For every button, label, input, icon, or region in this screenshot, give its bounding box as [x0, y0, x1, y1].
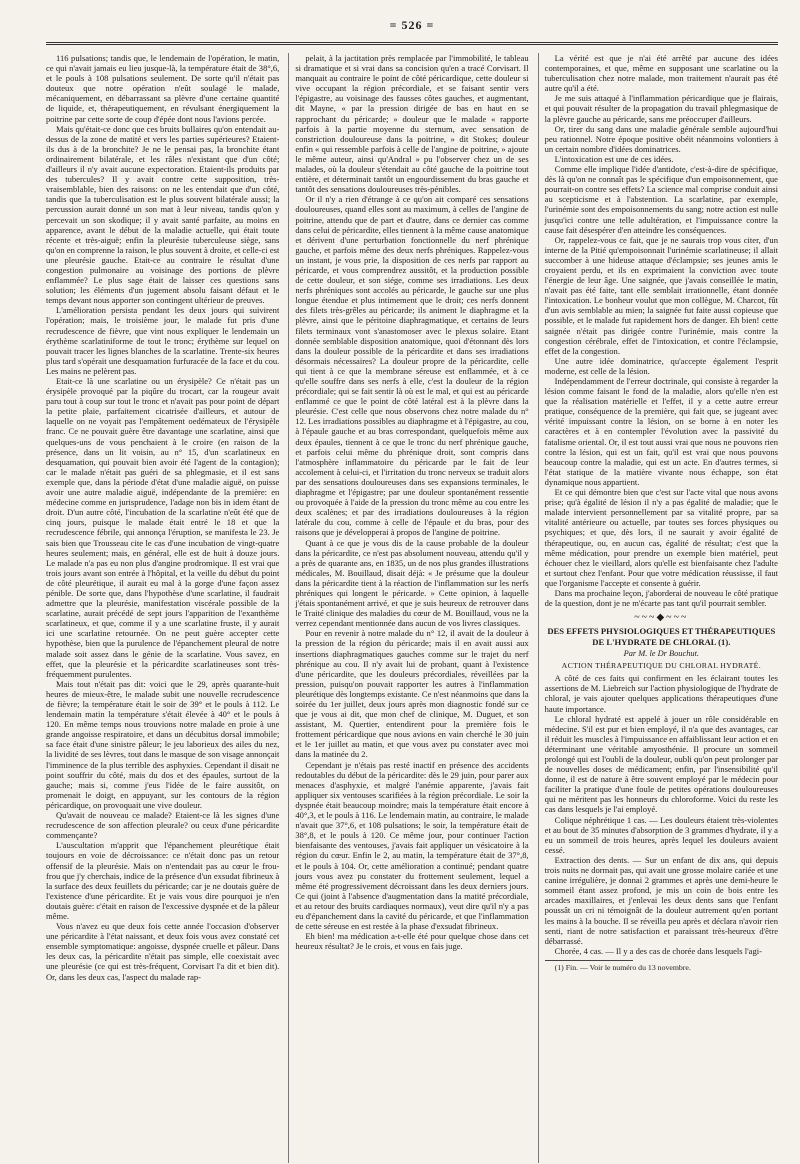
article-title: DES EFFETS PHYSIOLOGIQUES ET THÉRAPEUTIQUES DE L'HYDRATE DE CHLORAL (1).: [547, 626, 776, 648]
paragraph: Je me suis attaqué à l'inflammation péricardique que je flairais, et qui pouvait résulter de la propagation du travail phlegmasique de la plèvre gauche au péricarde, sans me préoccuper d'ailleurs.: [544, 93, 778, 124]
paragraph: Extraction des dents. — Sur un enfant de dix ans, qui depuis trois nuits ne dormait pas, qui avait une grosse molaire cariée et une canine irrégulière, je donnai 2 grammes et après une demi-heure le sommeil étant assez profond, je mis un coin de bois entre les arcades maxillaires, et j'enlevai les deux dents sans que l'enfant poussât un cri ni témoignât de la douleur autrement qu'en portant les mains à la bouche. Il se réveilla peu après et déclara n'avoir rien senti, riant de notre satisfaction et paraissant très-heureux d'être débarrassé.: [544, 854, 778, 946]
column-right: [538, 53, 778, 1163]
paragraph: Etait-ce là une scarlatine ou un érysipèle? Ce n'était pas un érysipèle provoqué par la piqûre du trocart, car la rougeur avait paru tout à coup sur tout le tronc et n'avait pas pour point de départ la petite plaie, parfaitement cicatrisée d'ailleurs, et autour de laquelle on ne voyait pas l'empâtement oedémateux de l'érysipèle franc. Ce ne pouvait guère être davantage une scarlatine, ainsi que quelques-uns de vous penchaient à le croire (en raison de la présence, dans un lit voisin, au n° 15, d'un scarlatineux en desquamation, qui pouvait bien avoir été l'agent de la contagion); car le malade n'était pas guéri de sa phlegmasie, et il est sans exemple que, dans la période d'état d'une maladie aiguë, on puisse avoir une autre maladie aiguë, indépendante de la première: en médecine comme en jurisprudence, l'adage non bis in idem étant de droit. D'un autre côté, l'incubation de la scarlatine n'eût été que de cinq jours, puisque le malade était entré le 18 et que la recrudescence fébrile, qui annonça l'éruption, se manifesta le 23. Je sais bien que Trousseau cite le cas d'une incubation de vingt-quatre heures seulement; mais, en général, elle est de huit à douze jours. Le malade n'a pas eu non plus d'angine prodromique. Il est vrai que trois jours avant son entrée à l'hôpital, et la veille du début du point de côté pleurétique, il aurait eu mal à la gorge d'une façon assez pénible. De sorte que, dans l'hypothèse d'une scarlatine, il faudrait admettre que la pleurésie, manifestation viscérale possible de la scarlatine, aurait précédé de sept jours l'apparition de l'exanthème scarlatineux, et que, comme il y a une scarlatine fruste, il y aurait ici une scarlatine retournée. On ne peut guère accepter cette hypothèse, bien que la purulence de l'épanchement pleural de notre malade soit assez dans le génie de la scarlatine. Vous savez, en effet, que la pleurésie et la péricardite scarlatineuses sont très-fréquemment purulentes.: [46, 376, 280, 679]
paragraph: Cependant je n'étais pas resté inactif en présence des accidents redoutables du début de la péricardite: dès le 29 juin, pour parer aux menaces d'asphyxie, et malgré l'anémie apparente, j'avais fait appliquer six ventouses scarifiées à la région précordiale. Le soir la dyspnée était beaucoup moindre; mais la température était encore à 40°,3, et le pouls à 116. Le lendemain matin, au contraire, le malade n'avait que 37°,6, et 108 pulsations; le soir, la température était de 38°,8, et le pouls à 120. Ce même jour, pour continuer l'action bienfaisante des ventouses, j'avais fait appliquer un vésicatoire à la région du cœur. Enfin le 2, au matin, la température était de 37°,8, et le pouls à 104. Or, cette amélioration a continué; pendant quatre jours vous avez pu constater du frottement seulement, lequel a même été progressivement décroissant dans les deux derniers jours. Ce qui (joint à l'absence d'augmentation dans la matité précordiale, et au retour des bruits cardiaques normaux), veut dire qu'il n'y a pas eu d'épanchement dans la cavité du péricarde, et que l'inflammation de cette séreuse en est restée à la phase d'exsudat fibrineux.: [295, 759, 529, 932]
paragraph: Or, rappelez-vous ce fait, que je ne saurais trop vous citer, d'un interne de la Pitié qu'empoisonnait l'urinémie scarlatineuse; il allait succomber à une hideuse attaque d'éclampsie; ses jeunes amis le croyaient perdu, et ils en exprimaient la conviction avec toute l'énergie de leur âge. Une saignée, que j'avais conseillée le matin, n'avait pas été faite, tant elle semblait irrationnelle, étant donnée l'intoxication. Le bonheur voulut que mon collègue, M. Charcot, fût d'un avis semblable au mien; la saignée fut faite aussi copieuse que possible, et le malade fut rapidement hors de danger. Eh bien! cette saignée n'était pas dirigée contre l'urinémie, mais contre la congestion cérébrale, effet de l'intoxication, et contre l'éclampsie, effet de la congestion.: [544, 234, 778, 356]
paragraph: Or il n'y a rien d'étrange à ce qu'on ait comparé ces sensations douloureuses, quand elles sont au maximum, à celles de l'angine de poitrine, attendu que de part et d'autre, dans ce dernier cas comme dans celui de péricardite, elles tiennent à la même cause anatomique et dérivent d'une perturbation fonctionnelle du nerf phrénique gauche, et parfois même des deux nerfs phréniques. Rappelez-vous un instant, je vous prie, la disposition de ces nerfs par rapport au péricarde, et vous comprendrez aussitôt, et la production possible de cette douleur, et son siége, comme ses irradiations. Les deux nerfs phréniques sont accolés au péricarde, le gauche sur une plus longue étendue et plus intimement que le droit; ces nerfs donnent des filets très-grêles au péricarde; ils animent le diaphragme et la plèvre, ainsi que le péritoine diaphragmatique, et certains de leurs filets terminaux vont s'anastomoser avec le plexus solaire. Etant donnée semblable disposition anatomique, quoi d'étonnant dès lors dans la douleur possible de la péricardite et dans ses irradiations désormais nécessaires? La douleur propre de la péricardite, celle qui tient à ce que la membrane séreuse est enflammée, et à ce qu'elle souffre dans ses nerfs à elle, c'est la douleur de la région précordiale; qui se fait sentir là où est le mal, et qui est au péricarde enflammé ce que le point de côté latéral est à la plèvre dans la pleurésie. C'est celle que nous observons chez notre malade du n° 12. Les irradiations possibles au diaphragme et à l'épigastre, au cou, à l'épaule gauche et au bras correspondant, quelquefois même aux deux épaules, tiennent à ce que le tronc du nerf phrénique gauche, et parfois celui même du phrénique droit, sont compris dans l'atmosphère inflammatoire du péricarde par le fait de leur accolement à celui-ci, et l'irritation du tronc nerveux se traduit alors par des sensations douloureuses dans ses expansions terminales, le diaphragme et l'épigastre; par une douleur spontanément ressentie ou provoquée à l'aide de la pression du tronc même au cou entre les deux scalènes; et par des irradiations douloureuses à la région latérale du cou, comme à celle de l'épaule et du bras, pour des raisons que je développerai à propos de l'angine de poitrine.: [295, 194, 529, 538]
paragraph: Or, tirer du sang dans une maladie générale semble aujourd'hui peu rationnel. Notre époque positive obéit néanmoins volontiers à un certain nombre d'idées dominatrices.: [544, 123, 778, 154]
paragraph: Pour en revenir à notre malade du n° 12, il avait de la douleur à la pression de la région du péricarde; mais il en avait aussi aux insertions diaphragmatiques gauches comme sur le trajet du nerf phrénique au cou. Il n'y avait lui de probant, quant à l'existence d'une péricardite, que les douleurs précordiales, réveillées par la pression, puisqu'on pouvait rapporter les autres à l'inflammation pleurétique dès longtemps existante. Ce n'est néanmoins que dans la soirée du 1er juillet, deux jours après mon diagnostic fondé sur ce que je vous ai dit, que mon chef de clinique, M. Duguet, et son assistant, M. Quertier, entendirent pour la première fois le frottement péricardique que nous avions en vain cherché le 30 juin et le 1er juillet au matin, et que vous avez pu constater avec moi dans la matinée du 2.: [295, 628, 529, 760]
paragraph: Eh bien! ma médication a-t-elle été pour quelque chose dans cet heureux résultat? Je le crois, et vous en fais juge.: [295, 931, 529, 952]
paragraph: La vérité est que je n'ai été arrêté par aucune des idées contemporaines, et que, même en supposant une scarlatine ou la tuberculisation chez notre malade, mon traitement n'aurait pas été autre qu'il a été.: [544, 53, 778, 94]
columns: [46, 53, 778, 1163]
paragraph: Mais qu'était-ce donc que ces bruits bullaires qu'on entendait au-dessus de la zone de matité et vers les parties supérieures? Etaient-ils dus à de la bronchite? Je ne le pensai pas, la bronchite étant ordinairement bilatérale, et les râles n'existant que d'un côté; d'ailleurs il n'y avait aucune expectoration. Etaient-ils produits par des tubercules? Il y avait contre cette supposition, très-vraisemblable, bien des raisons: on ne les entendait que d'un côté, tandis que la tuberculisation est le plus souvent bilatérale aussi; la percussion aurait donné un son mat à leur niveau, tandis qu'on y percevait un son skodique; il y avait santé parfaite, au moins en apparence, avant le début de la maladie actuelle, qui était toute récente et très-aiguë; enfin la pleurésie tuberculeuse siège, sans qu'on en comprenne la raison, le plus souvent à droite, et celle-ci est une pleurésie gauche. Etait-ce au contraire le résultat d'une congestion pulmonaire au voisinage des portions de plèvre enflammée? Le plus sage était de laisser ces questions sans solution; les éléments d'un jugement absolu faisant défaut et le temps devant nous apporter son contingent ultérieur de preuves.: [46, 123, 280, 306]
paragraph: Vous n'avez eu que deux fois cette année l'occasion d'observer une péricardite à l'état naissant, et deux fois vous avez constaté cet ensemble symptomatique: angoisse, dyspnée cruelle et pâleur. Dans les deux cas, la péricardite n'était pas simple, elle coexistait avec une pleurésie (ce qui est très-fréquent, Corvisart l'a dit et bien dit). Or, dans les deux cas, l'aspect du malade rap-: [46, 921, 280, 982]
paragraph: A côté de ces faits qui confirment en les éclairant toutes les assertions de M. Liebreich sur l'action physiologique de l'hydrate de chloral, je vais ajouter quelques applications thérapeutiques d'une haute importance.: [544, 673, 778, 714]
footnote-rule: [545, 960, 634, 961]
paragraph: 116 pulsations; tandis que, le lendemain de l'opération, le matin, ce qui n'avait jamais eu lieu jusque-là, la température était de 38°,6, et le pouls à 108 pulsations seulement. De sorte qu'il n'était pas douteux que notre opération n'eût soulagé le malade, mécaniquement, en débarrassant sa plèvre d'une certaine quantité de liquide, et, thérapeutiquement, en révulsant énergiquement la poitrine par cette sorte de coup d'épée dont nous l'avions percée.: [46, 53, 280, 124]
header-rule: [46, 42, 778, 45]
article-body: [545, 673, 778, 956]
paragraph: L'amélioration persista pendant les deux jours qui suivirent l'opération; mais, le troisième jour, le malade fut pris d'une recrudescence de fièvre, que vint nous expliquer le lendemain un érythème scarlatiniforme de tout le tronc; érythème sur lequel on pouvait tracer les lignes blanches de la scarlatine. Trente-six heures plus tard s'opérait une desquamation furfuracée de la face et du cou. Les mains ne pelèrent pas.: [46, 305, 280, 376]
footnote: (1) Fin. — Voir le numéro du 13 novembre.: [554, 962, 691, 972]
section-ornament: ~~~◆~~~: [634, 612, 689, 624]
column-middle: [288, 53, 528, 1163]
lecture-conclusion: [545, 53, 778, 608]
paragraph: L'auscultation m'apprit que l'épanchement pleurétique était toujours en voie de décroissance: ce n'était donc pas un retour offensif de la pleurésie. Mais on n'entendait pas au cœur le frou-frou que j'y cherchais, indice de la présence d'un exsudat fibrineux à la surface des deux feuillets du péricarde; car je ne doutais guère de l'existence d'une péricardite. Et je vais vous dire pourquoi je n'en doutais guère: c'était en raison de l'excessive dyspnée et de la pâleur même.: [46, 840, 280, 921]
paragraph: pelait, à la jactitation près remplacée par l'immobilité, le tableau si dramatique et si vrai dans sa concision qu'en a tracé Corvisart. Il manquait au contraire le point de côté péricardique, cette douleur si vive occupant la région précordiale, et se faisant sentir vers l'épigastre, au voisinage des fausses côtes gauches, et augmentant, dit Mayne, « par la pression dirigée de bas en haut en se rapprochant du péricarde; » douleur que le malade « rapporte parfois à la partie moyenne du sternum, avec sensation de constriction douloureuse dans la poitrine, » dit Stokes; douleur enfin « qui ressemble parfois à celle de l'angine de poitrine, » ajoute le même auteur, ainsi qu'Andral » pu l'observer chez un de ses malades, où la douleur s'étendait au côté gauche de la poitrine tout entière, et déterminait tantôt un engourdissement du bras gauche et tantôt des sensations douloureuses très-pénibles.: [295, 53, 529, 195]
paragraph: Mais tout n'était pas dit: voici que le 29, après quarante-huit heures de mieux-être, le malade subit une nouvelle recrudescence de fièvre; la température était le soir de 39° et le pouls à 112. Le lendemain matin la température s'était élevée à 40° et le pouls à 120. En même temps nous trouvions notre malade en proie à une grande angoisse respiratoire, et dans un décubitus dorsal immobile; sa face était d'une sinistre pâleur; le jeu laborieux des ailes du nez, la lividité de ses lèvres, tout dans le masque de son visage annonçait l'imminence de la plus terrible des asphyxies. Cependant il disait ne point souffrir du côté, mais du dos et des épaules, surtout de la gauche; mais si, comme j'eus l'idée de le faire aussitôt, on promenait le doigt, en appuyant, sur les contours de la région péricardique, on provoquait une vive douleur.: [46, 678, 280, 810]
page-number: = 526 =: [389, 18, 435, 32]
paragraph: Chorée, 4 cas. — Il y a des cas de chorée dans lesquels l'agi-: [554, 945, 762, 956]
paragraph: Colique néphrétique 1 cas. — Les douleurs étaient très-violentes et au bout de 35 minutes d'absorption de 3 grammes d'hydrate, il y a eu un sommeil de trois heures, après lequel les douleurs avaient cessé.: [544, 814, 778, 855]
paragraph: Indépendamment de l'erreur doctrinale, qui consiste à regarder la lésion comme faisant le fond de la maladie, alors qu'elle n'en est que la réalisation matérielle et l'effet, il y a cette autre erreur pratique, conséquence de la première, qui fait que, se jugeant avec vérité impuissant contre la lésion, on se borne à en noter les caractères et à en contempler l'évolution avec la passivité du fatalisme oriental. Or, il est tout aussi vrai que nous ne pouvons rien contre la lésion, qui est un fait, qu'il est vrai que nous pouvons beaucoup contre la maladie, qui est un acte. En d'autres termes, si l'état statique de la matière vivante nous échappe, son état dynamique nous appartient.: [544, 376, 778, 487]
paragraph: Une autre idée dominatrice, qu'accepte également l'esprit moderne, est celle de la lésion.: [544, 355, 778, 376]
paragraph: L'intoxication est une de ces idées.: [554, 153, 674, 164]
paragraph: Comme elle implique l'idée d'antidote, c'est-à-dire de spécifique, dès là qu'on ne connaît pas le spécifique d'un empoisonnement, que pourrait-on contre ses effets? La science mal comprise conduit ainsi au scepticisme et à l'abstention. La scarlatine, par exemple, l'urinémie sont des empoisonnements du sang; notre action est nulle jusqu'ici contre une telle adultération, et l'impuissance contre la cause fait désespérer d'en atteindre les conséquences.: [544, 164, 778, 235]
paragraph: Quant à ce que je vous dis de la cause probable de la douleur dans la péricardite, ce n'est pas absolument nouveau, attendu qu'il y a près de quarante ans, en 1835, un de nos plus grandes illustrations médicales, M. Bouillaud, disait déjà: « Je présume que la douleur dans la péricardite tient à la réaction de l'inflammation sur les nerfs phréniques qui longent le péricarde. » Cette opinion, à laquelle j'étais spontanément arrivé, et que je suis heureux de retrouver dans le Traité clinique des maladies du cœur de M. Bouillaud, vous ne la verrez cependant mentionnée dans aucun de vos livres classiques.: [295, 537, 529, 629]
column-left: [46, 53, 279, 1163]
paragraph: Dans ma prochaine leçon, j'aborderai de nouveau le côté pratique de la question, dont je ne m'écarte pas tant qu'il pourrait sembler.: [544, 587, 778, 609]
article-section-heading: ACTION THÉRAPEUTIQUE DU CHLORAL HYDRATÉ.: [561, 661, 761, 671]
paragraph: Le chloral hydraté est appelé à jouer un rôle considérable en médecine. S'il est pur et bien employé, il n'a que des avantages, car il réduit les muscles à l'impuissance en affaiblissant leur action et en déterminant une véritable amyosthénie. Il procure un sommeil prolongé qui est l'oubli de la douleur, oubli qu'on peut prolonger par de nouvelles doses de médicament; enfin, par l'insensibilité qu'il donne, il est de nature à être souvent employé par le médecin pour faciliter la pratique d'une foule de petites opérations douloureuses qui ne méritent pas les honneurs du chloroforme. Voici du reste les cas dans lesquels je l'ai employé.: [544, 713, 778, 815]
paragraph: Qu'avait de nouveau ce malade? Etaient-ce là les signes d'une recrudescence de son affection pleurale? ou ceux d'une péricardite commençante?: [46, 810, 280, 841]
article-author: Par M. le Dr Bouchut.: [623, 649, 699, 659]
paragraph: Et ce qui démontre bien que c'est sur l'acte vital que nous avons prise; qu'à égalité de lésion il n'y a pas égalité de maladie; que le malade intervient personnellement par sa vitalité propre, par sa vitalité antérieure ou actuelle, par toutes ses forces physiques ou psychiques; et que, dès lors, il ne saurait y avoir égalité de thérapeutique, ou, en aucun cas, égalité de résultat; c'est que la même médication, pour prendre un exemple bien matériel, peut échouer chez le vieillard, alors qu'elle est bienfaisante chez l'adulte et surtout chez l'enfant. Pour que votre médication réussisse, il faut que l'organisme l'accepte et consente à guérir.: [544, 487, 778, 588]
